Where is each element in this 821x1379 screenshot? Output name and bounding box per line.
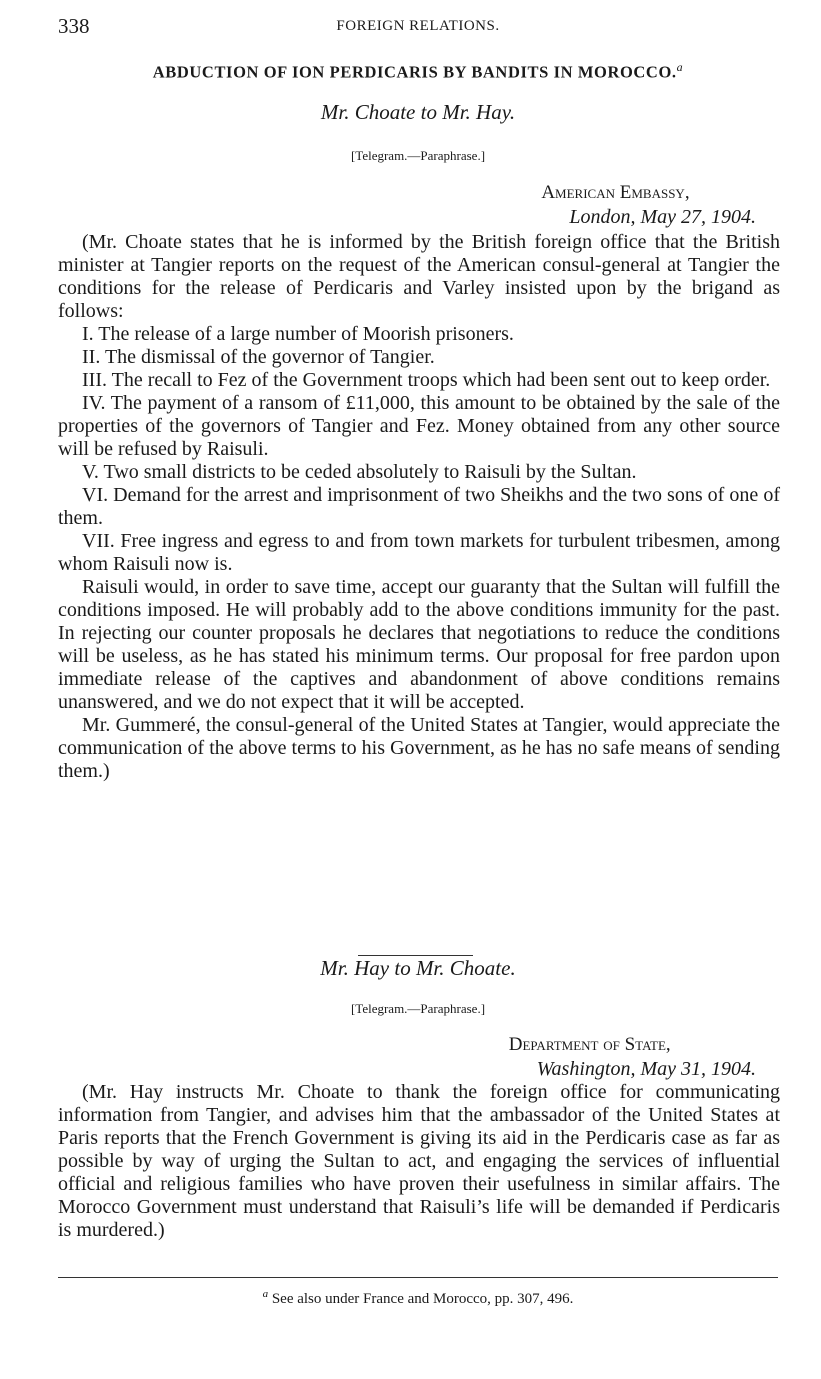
section-heading — [58, 60, 778, 83]
letter1-paragraph: II. The dismissal of the governor of Tangier. — [82, 346, 435, 368]
letter1-paragraph: Raisuli would, in order to save time, accept our guaranty that the Sultan will fulfill the conditions imposed. He will probably add to the above conditions immunity for the past. In rejecting our counter proposals he declares that negotiations to reduce the conditions will be useless, as he has stated his minimum terms. Our proposal for free pardon upon immediate release of the captives and abandonment of above conditions remains unanswered, and we do not expect that it will be accepted. — [58, 576, 780, 713]
letter1-paragraph: I. The release of a large number of Moorish prisoners. — [82, 323, 514, 345]
letter2-dateline — [509, 1032, 756, 1081]
letter2-body — [58, 1081, 780, 1242]
letter2-date: Washington, May 31, 1904. — [536, 1058, 756, 1080]
section-heading-text: ABDUCTION OF ION PERDICARIS BY BANDITS IN MOROCCO. — [152, 62, 677, 82]
letter1-paragraph: III. The recall to Fez of the Government troops which had been sent out to keep order. — [82, 369, 771, 391]
letter1-paragraph: VI. Demand for the arrest and imprisonment of two Sheikhs and the two sons of one of them. — [58, 484, 780, 529]
letter1-title: Mr. Choate to Mr. Hay. — [320, 100, 516, 124]
letter1-date: London, May 27, 1904. — [569, 206, 756, 228]
letter1-paragraph: (Mr. Choate states that he is informed by the British foreign office that the British minister at Tangier reports on the request of the American consul-general at Tangier the conditions for the release of Perdicaris and Varley insisted upon by the brigand as follows: — [58, 231, 780, 322]
letter1-paragraph: IV. The payment of a ransom of £11,000, this amount to be obtained by the sale of the properties of the governors of Tangier and Fez. Money obtained from any other source will be refused by Raisuli. — [58, 392, 780, 460]
footnote-marker: a — [262, 1288, 269, 1300]
letter1-body — [58, 231, 780, 783]
footnote-ref: a — [676, 60, 684, 74]
letter1-place: American Embassy, — [541, 182, 690, 203]
letter1-paragraph: V. Two small districts to be ceded absolutely to Raisuli by the Sultan. — [82, 461, 637, 483]
letter1-paragraph: Mr. Gummeré, the consul-general of the United States at Tangier, would appreciate the communication of the above terms to his Government, as he has no safe means of sending them.) — [58, 714, 780, 782]
running-head — [58, 14, 778, 42]
letter1-dateline — [541, 180, 756, 229]
footnote-text: See also under France and Morocco, pp. 307, 496. — [271, 1291, 574, 1307]
running-title: FOREIGN RELATIONS. — [336, 18, 500, 34]
letter1-paragraph: VII. Free ingress and egress to and from town markets for turbulent tribesmen, among whom Raisuli now is. — [58, 530, 780, 575]
letter2-title: Mr. Hay to Mr. Choate. — [320, 956, 516, 980]
footnote — [58, 1288, 778, 1308]
page-number: 338 — [58, 14, 90, 38]
footnote-rule — [58, 1277, 778, 1278]
letter2-telegram-note: [Telegram.—Paraphrase.] — [350, 1001, 486, 1016]
letter2-place: Department of State, — [508, 1034, 671, 1055]
letter1-telegram-note: [Telegram.—Paraphrase.] — [350, 148, 486, 163]
letter2-paragraph: (Mr. Hay instructs Mr. Choate to thank the foreign office for communicating information from Tangier, and advises him that the ambassador of the United States at Paris reports that the French Government is giving its aid in the Perdicaris case as far as possible by way of urging the Sultan to act, and engaging the services of influential official and religious families who have proven their usefulness in similar affairs. The Morocco Government must understand that Raisuli’s life will be demanded if Perdicaris is murdered.) — [58, 1081, 780, 1241]
